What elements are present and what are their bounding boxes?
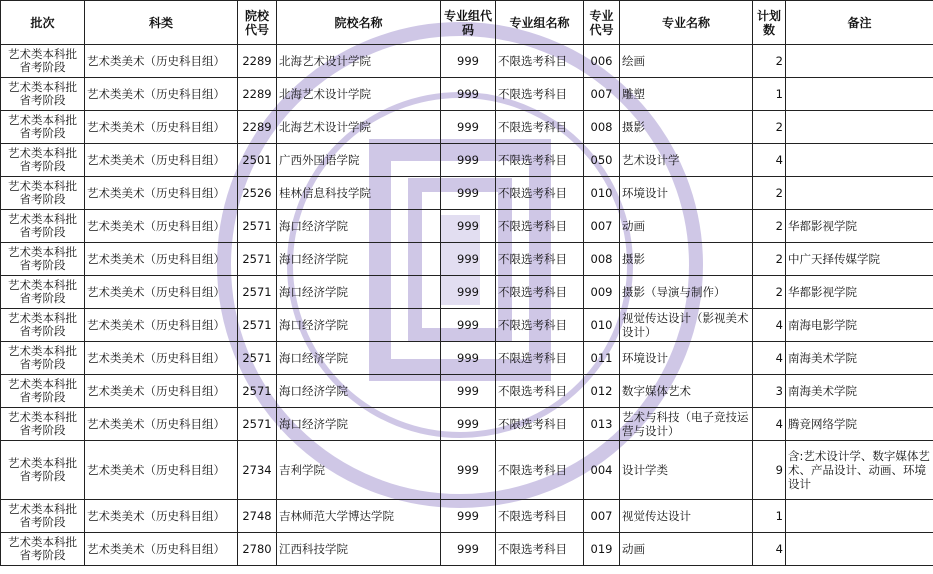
cell-category: 艺术类美术（历史科目组） — [85, 78, 238, 111]
cell-plan: 4 — [753, 533, 786, 566]
cell-group-code: 999 — [441, 375, 496, 408]
table-row — [1, 375, 933, 408]
cell-school-name: 江西科技学院 — [277, 533, 441, 566]
cell-remark — [786, 500, 933, 533]
cell-group-code: 999 — [441, 243, 496, 276]
cell-group-name: 不限选考科目 — [496, 177, 584, 210]
cell-major-code: 011 — [584, 342, 620, 375]
table-row — [1, 144, 933, 177]
cell-batch: 艺术类本科批省考阶段 — [1, 276, 85, 309]
cell-major-code: 007 — [584, 500, 620, 533]
cell-group-name: 不限选考科目 — [496, 408, 584, 441]
cell-school-name: 海口经济学院 — [277, 243, 441, 276]
table-row — [1, 500, 933, 533]
cell-group-name: 不限选考科目 — [496, 45, 584, 78]
table-row — [1, 78, 933, 111]
cell-group-code: 999 — [441, 78, 496, 111]
cell-group-name: 不限选考科目 — [496, 276, 584, 309]
table-row — [1, 45, 933, 78]
cell-remark: 中广天择传媒学院 — [786, 243, 933, 276]
cell-major-name: 数字媒体艺术 — [620, 375, 753, 408]
cell-group-name: 不限选考科目 — [496, 441, 584, 500]
cell-plan: 4 — [753, 342, 786, 375]
cell-remark: 南海美术学院 — [786, 342, 933, 375]
col-category: 科类 — [85, 1, 238, 45]
cell-group-code: 999 — [441, 111, 496, 144]
cell-school-name: 海口经济学院 — [277, 408, 441, 441]
cell-school-code: 2748 — [238, 500, 277, 533]
cell-remark — [786, 78, 933, 111]
cell-major-name: 环境设计 — [620, 177, 753, 210]
cell-plan: 4 — [753, 408, 786, 441]
cell-category: 艺术类美术（历史科目组） — [85, 533, 238, 566]
cell-group-name: 不限选考科目 — [496, 243, 584, 276]
cell-school-name: 海口经济学院 — [277, 210, 441, 243]
cell-major-code: 050 — [584, 144, 620, 177]
col-group-name: 专业组名称 — [496, 1, 584, 45]
table-row — [1, 276, 933, 309]
cell-plan: 2 — [753, 45, 786, 78]
cell-school-name: 海口经济学院 — [277, 309, 441, 342]
cell-batch: 艺术类本科批省考阶段 — [1, 533, 85, 566]
cell-major-code: 004 — [584, 441, 620, 500]
cell-major-name: 艺术与科技（电子竞技运营与设计） — [620, 408, 753, 441]
cell-group-code: 999 — [441, 342, 496, 375]
cell-major-name: 动画 — [620, 210, 753, 243]
cell-group-code: 999 — [441, 309, 496, 342]
cell-major-name: 设计学类 — [620, 441, 753, 500]
cell-major-code: 007 — [584, 78, 620, 111]
cell-school-name: 北海艺术设计学院 — [277, 45, 441, 78]
table-row — [1, 111, 933, 144]
cell-batch: 艺术类本科批省考阶段 — [1, 210, 85, 243]
cell-school-code: 2571 — [238, 375, 277, 408]
cell-school-code: 2289 — [238, 78, 277, 111]
cell-group-code: 999 — [441, 177, 496, 210]
cell-group-code: 999 — [441, 276, 496, 309]
table-row — [1, 243, 933, 276]
cell-plan: 3 — [753, 375, 786, 408]
cell-school-name: 吉林师范大学博达学院 — [277, 500, 441, 533]
cell-group-code: 999 — [441, 500, 496, 533]
cell-batch: 艺术类本科批省考阶段 — [1, 408, 85, 441]
cell-school-code: 2501 — [238, 144, 277, 177]
cell-major-code: 006 — [584, 45, 620, 78]
cell-school-name: 海口经济学院 — [277, 342, 441, 375]
cell-plan: 4 — [753, 309, 786, 342]
cell-major-name: 摄影 — [620, 111, 753, 144]
table-row — [1, 533, 933, 566]
cell-category: 艺术类美术（历史科目组） — [85, 441, 238, 500]
table-row — [1, 210, 933, 243]
col-plan: 计划数 — [753, 1, 786, 45]
cell-major-code: 012 — [584, 375, 620, 408]
cell-remark: 含:艺术设计学、数字媒体艺术、产品设计、动画、环境设计 — [786, 441, 933, 500]
cell-plan: 1 — [753, 500, 786, 533]
cell-school-code: 2571 — [238, 276, 277, 309]
cell-school-code: 2289 — [238, 45, 277, 78]
cell-category: 艺术类美术（历史科目组） — [85, 375, 238, 408]
cell-school-code: 2571 — [238, 342, 277, 375]
cell-major-name: 摄影 — [620, 243, 753, 276]
cell-group-name: 不限选考科目 — [496, 111, 584, 144]
cell-major-code: 010 — [584, 177, 620, 210]
cell-school-name: 海口经济学院 — [277, 375, 441, 408]
cell-remark — [786, 111, 933, 144]
cell-school-code: 2571 — [238, 309, 277, 342]
cell-school-code: 2571 — [238, 408, 277, 441]
cell-category: 艺术类美术（历史科目组） — [85, 500, 238, 533]
cell-plan: 2 — [753, 177, 786, 210]
cell-group-code: 999 — [441, 441, 496, 500]
cell-major-code: 009 — [584, 276, 620, 309]
cell-plan: 2 — [753, 243, 786, 276]
cell-school-code: 2289 — [238, 111, 277, 144]
cell-group-name: 不限选考科目 — [496, 500, 584, 533]
cell-group-code: 999 — [441, 210, 496, 243]
cell-category: 艺术类美术（历史科目组） — [85, 309, 238, 342]
cell-remark — [786, 177, 933, 210]
table-row — [1, 342, 933, 375]
col-school-code: 院校代号 — [238, 1, 277, 45]
cell-batch: 艺术类本科批省考阶段 — [1, 309, 85, 342]
cell-major-code: 008 — [584, 243, 620, 276]
table-row — [1, 309, 933, 342]
cell-major-code: 019 — [584, 533, 620, 566]
cell-group-name: 不限选考科目 — [496, 309, 584, 342]
cell-batch: 艺术类本科批省考阶段 — [1, 111, 85, 144]
cell-batch: 艺术类本科批省考阶段 — [1, 45, 85, 78]
cell-major-name: 绘画 — [620, 45, 753, 78]
cell-batch: 艺术类本科批省考阶段 — [1, 375, 85, 408]
cell-remark — [786, 45, 933, 78]
table-row — [1, 177, 933, 210]
cell-batch: 艺术类本科批省考阶段 — [1, 500, 85, 533]
cell-group-code: 999 — [441, 533, 496, 566]
cell-plan: 2 — [753, 276, 786, 309]
cell-plan: 2 — [753, 111, 786, 144]
col-major-name: 专业名称 — [620, 1, 753, 45]
cell-major-code: 010 — [584, 309, 620, 342]
cell-plan: 4 — [753, 144, 786, 177]
cell-group-name: 不限选考科目 — [496, 78, 584, 111]
cell-category: 艺术类美术（历史科目组） — [85, 408, 238, 441]
cell-remark: 华都影视学院 — [786, 210, 933, 243]
cell-category: 艺术类美术（历史科目组） — [85, 144, 238, 177]
col-school-name: 院校名称 — [277, 1, 441, 45]
cell-major-name: 视觉传达设计（影视美术设计） — [620, 309, 753, 342]
cell-batch: 艺术类本科批省考阶段 — [1, 177, 85, 210]
cell-major-code: 008 — [584, 111, 620, 144]
cell-group-name: 不限选考科目 — [496, 210, 584, 243]
cell-plan: 2 — [753, 210, 786, 243]
cell-plan: 9 — [753, 441, 786, 500]
cell-school-code: 2526 — [238, 177, 277, 210]
cell-school-name: 广西外国语学院 — [277, 144, 441, 177]
cell-remark — [786, 533, 933, 566]
cell-remark: 南海美术学院 — [786, 375, 933, 408]
cell-batch: 艺术类本科批省考阶段 — [1, 342, 85, 375]
cell-group-name: 不限选考科目 — [496, 144, 584, 177]
cell-school-name: 吉利学院 — [277, 441, 441, 500]
cell-school-code: 2780 — [238, 533, 277, 566]
cell-group-name: 不限选考科目 — [496, 375, 584, 408]
cell-group-name: 不限选考科目 — [496, 533, 584, 566]
cell-major-name: 环境设计 — [620, 342, 753, 375]
col-group-code: 专业组代码 — [441, 1, 496, 45]
cell-major-name: 艺术设计学 — [620, 144, 753, 177]
cell-batch: 艺术类本科批省考阶段 — [1, 78, 85, 111]
cell-major-name: 雕塑 — [620, 78, 753, 111]
cell-school-code: 2571 — [238, 243, 277, 276]
cell-category: 艺术类美术（历史科目组） — [85, 177, 238, 210]
cell-major-code: 013 — [584, 408, 620, 441]
cell-group-code: 999 — [441, 45, 496, 78]
cell-school-name: 北海艺术设计学院 — [277, 78, 441, 111]
cell-school-code: 2734 — [238, 441, 277, 500]
col-major-code: 专业代号 — [584, 1, 620, 45]
cell-batch: 艺术类本科批省考阶段 — [1, 243, 85, 276]
header-row — [1, 1, 933, 45]
cell-major-name: 摄影（导演与制作） — [620, 276, 753, 309]
table-row — [1, 408, 933, 441]
cell-school-name: 海口经济学院 — [277, 276, 441, 309]
cell-category: 艺术类美术（历史科目组） — [85, 45, 238, 78]
cell-major-name: 动画 — [620, 533, 753, 566]
cell-remark: 南海电影学院 — [786, 309, 933, 342]
cell-group-code: 999 — [441, 408, 496, 441]
cell-category: 艺术类美术（历史科目组） — [85, 210, 238, 243]
col-batch: 批次 — [1, 1, 85, 45]
col-remark: 备注 — [786, 1, 933, 45]
cell-category: 艺术类美术（历史科目组） — [85, 342, 238, 375]
cell-major-code: 007 — [584, 210, 620, 243]
cell-category: 艺术类美术（历史科目组） — [85, 276, 238, 309]
cell-remark: 华都影视学院 — [786, 276, 933, 309]
table-row — [1, 441, 933, 500]
cell-category: 艺术类美术（历史科目组） — [85, 111, 238, 144]
cell-school-code: 2571 — [238, 210, 277, 243]
cell-batch: 艺术类本科批省考阶段 — [1, 144, 85, 177]
cell-group-name: 不限选考科目 — [496, 342, 584, 375]
cell-group-code: 999 — [441, 144, 496, 177]
cell-remark — [786, 144, 933, 177]
cell-school-name: 桂林信息科技学院 — [277, 177, 441, 210]
cell-major-name: 视觉传达设计 — [620, 500, 753, 533]
cell-school-name: 北海艺术设计学院 — [277, 111, 441, 144]
cell-category: 艺术类美术（历史科目组） — [85, 243, 238, 276]
cell-batch: 艺术类本科批省考阶段 — [1, 441, 85, 500]
cell-plan: 1 — [753, 78, 786, 111]
cell-remark: 腾竞网络学院 — [786, 408, 933, 441]
